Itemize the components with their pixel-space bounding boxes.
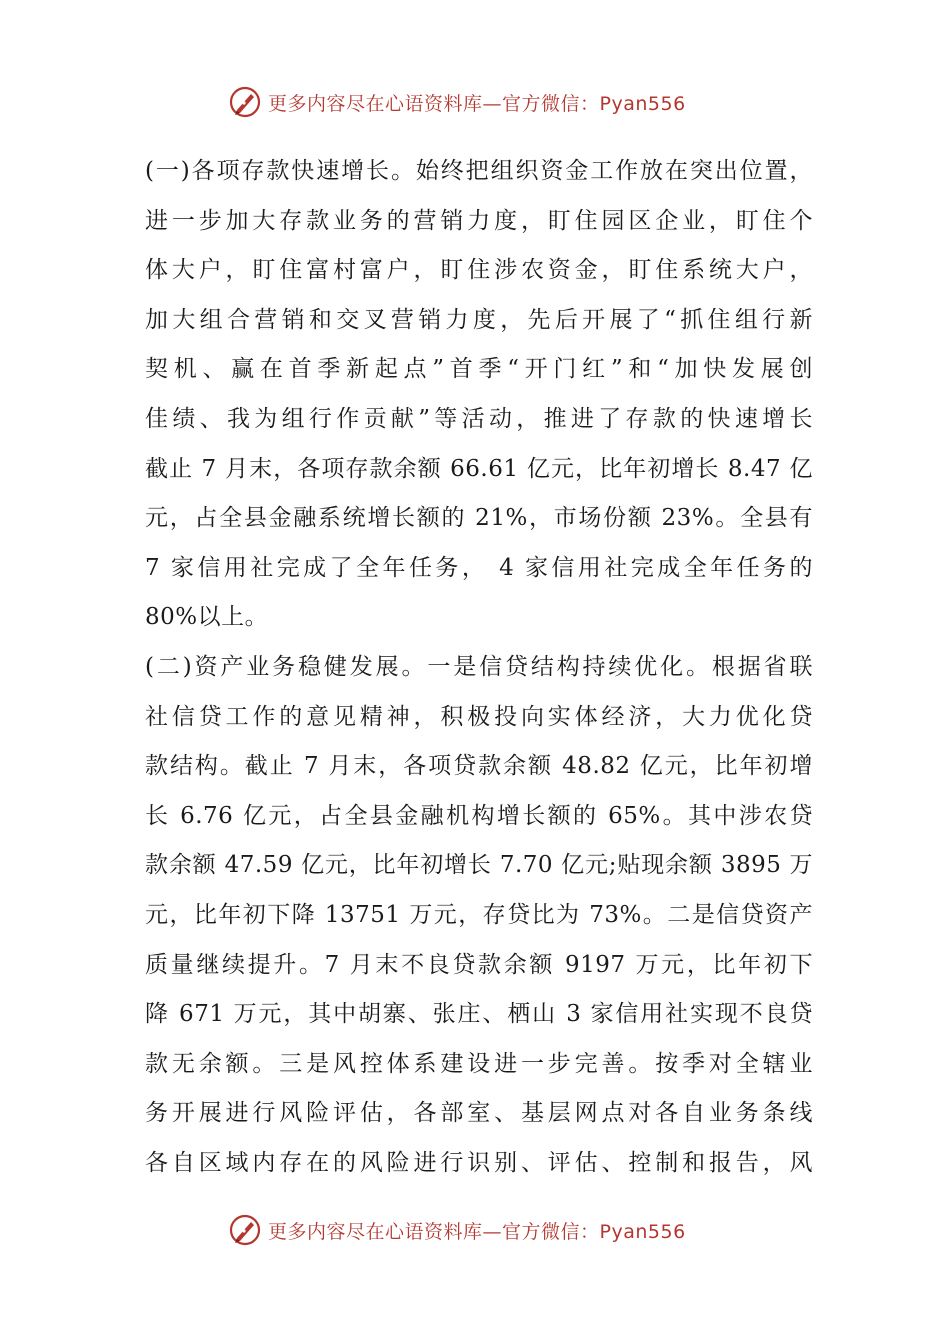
document-body [145,147,813,1188]
watermark-text: 更多内容尽在心语资料库—官方微信：Pyan556 [268,92,686,115]
text-line: 加大组合营销和交叉营销力度，先后开展了“抓住组行新 [145,306,813,333]
text-line: (二)资产业务稳健发展。一是信贷结构持续优化。根据省联 [145,653,813,680]
text-line: 社信贷工作的意见精神，积极投向实体经济，大力优化贷 [145,703,813,730]
text-line: 款无余额。三是风控体系建设进一步完善。按季对全辖业 [145,1050,813,1077]
text-line: 各自区域内存在的风险进行识别、评估、控制和报告，风 [145,1149,813,1176]
text-line: 长 6.76 亿元，占全县金融机构增长额的 65%。其中涉农贷 [145,802,813,829]
pen-logo-icon [228,85,262,119]
text-line: 截止 7 月末，各项存款余额 66.61 亿元，比年初增长 8.47 亿 [145,455,813,482]
text-line: 7 家信用社完成了全年任务， 4 家信用社完成全年任务的 [145,554,813,581]
text-line: 质量继续提升。7 月末不良贷款余额 9197 万元，比年初下 [145,951,813,978]
text-line: 降 671 万元，其中胡寨、张庄、栖山 3 家信用社实现不良贷 [145,1001,813,1028]
text-line: 80%以上。 [145,604,269,631]
text-line: 元，比年初下降 13751 万元，存贷比为 73%。二是信贷资产 [145,901,813,928]
text-line: 佳绩、我为组行作贡献”等活动，推进了存款的快速增长 [145,405,813,432]
text-line: 进一步加大存款业务的营销力度，盯住园区企业，盯住个 [145,207,813,234]
text-line: 契机、赢在首季新起点”首季“开门红”和“加快发展创 [145,356,813,383]
text-line: 款余额 47.59 亿元，比年初增长 7.70 亿元;贴现余额 3895 万 [145,852,813,879]
header-watermark [0,80,950,124]
footer-watermark [0,1208,950,1252]
text-line: 元，占全县金融系统增长额的 21%，市场份额 23%。全县有 [145,505,813,532]
pen-logo-icon [228,1213,262,1247]
text-line: 款结构。截止 7 月末，各项贷款余额 48.82 亿元，比年初增 [145,753,813,780]
text-line: 务开展进行风险评估，各部室、基层网点对各自业务条线 [145,1100,813,1127]
text-line: (一)各项存款快速增长。始终把组织资金工作放在突出位置， [145,158,813,184]
watermark-text: 更多内容尽在心语资料库—官方微信：Pyan556 [268,1220,686,1243]
text-line: 体大户，盯住富村富户，盯住涉农资金，盯住系统大户， [145,257,813,284]
